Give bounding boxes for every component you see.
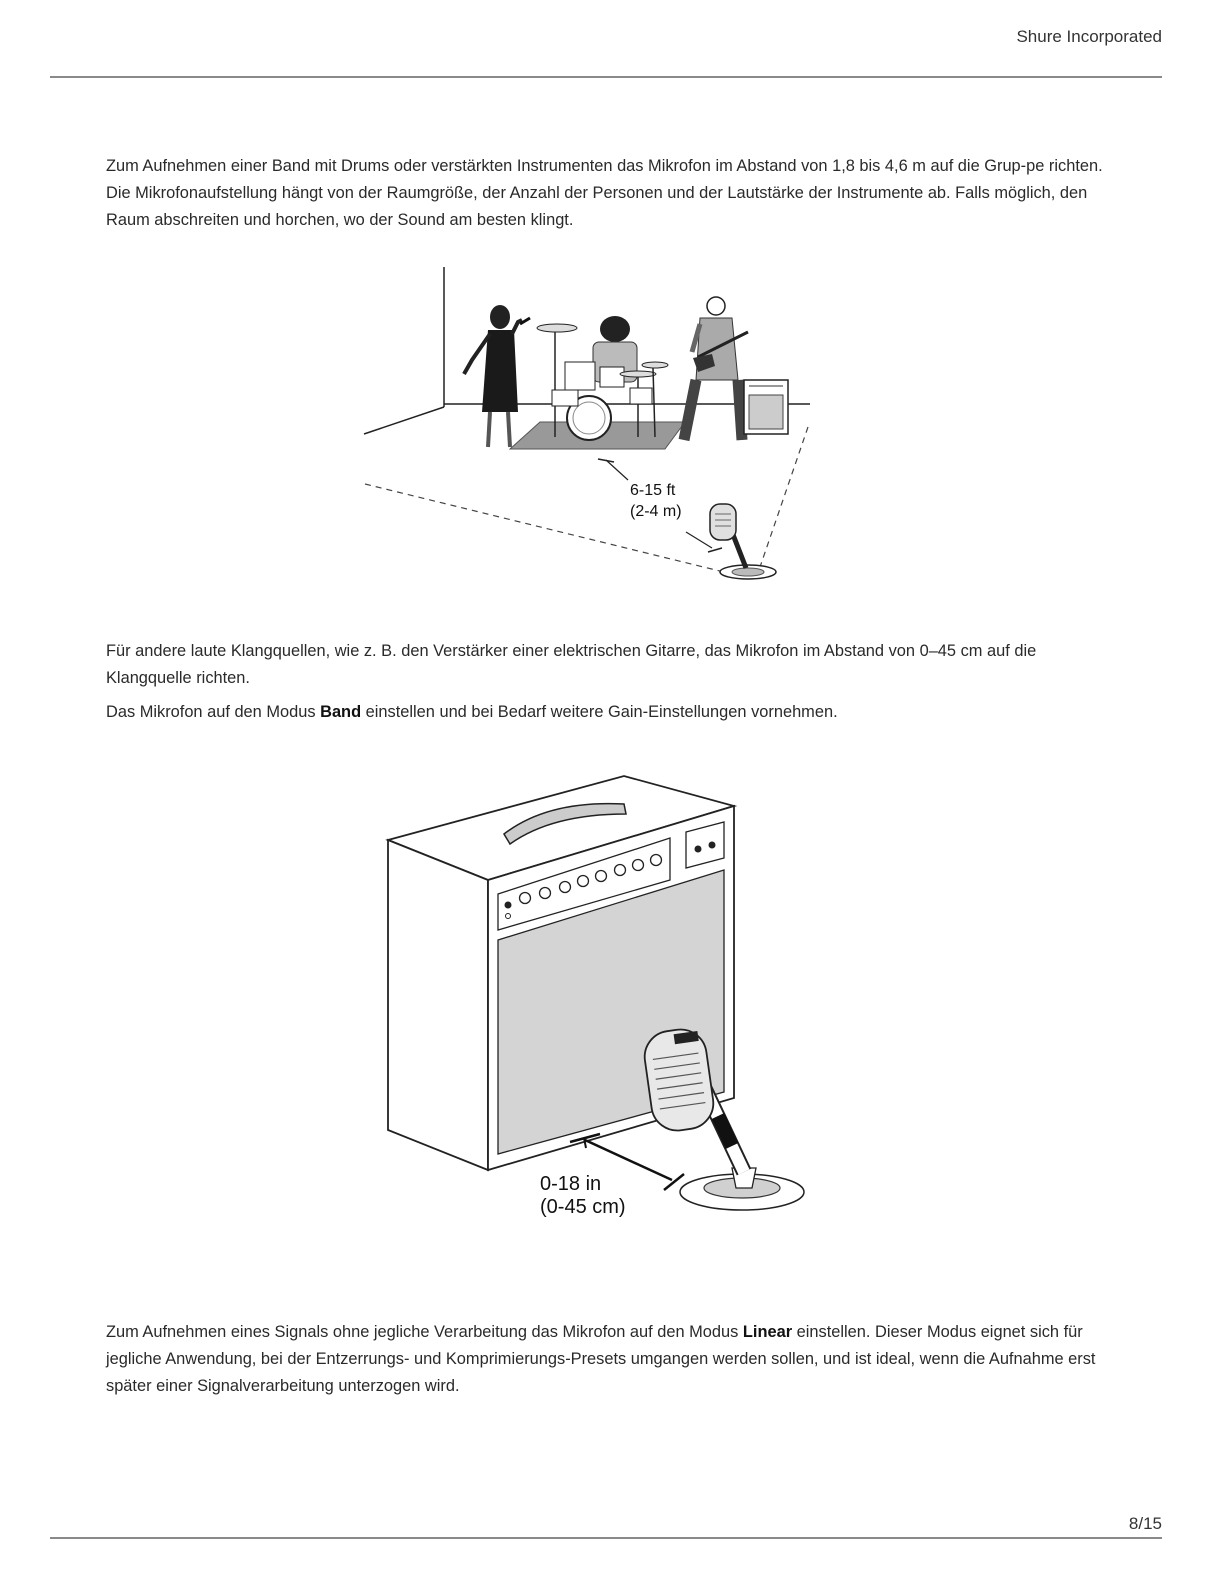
amp-distance-cm: (0-45 cm): [540, 1196, 626, 1218]
band-distance-m: (2-4 m): [630, 503, 682, 520]
microphone-small: [710, 504, 776, 579]
guitarist-figure: [684, 297, 748, 440]
paragraph-loud-sources: Für andere laute Klangquellen, wie z. B. den Verstärker einer elektrischen Gitarre, das Mikrofon im Abstand von 0–45 cm auf die Klangquelle richten.: [106, 642, 1037, 687]
singer-figure: [464, 305, 530, 447]
band-illustration: [360, 262, 820, 592]
page-number: 8/15: [1128, 1514, 1162, 1533]
band-mode-suffix: einstellen und bei Bedarf weitere Gain-Einstellungen vornehmen.: [361, 703, 838, 721]
drum-kit: [537, 316, 668, 440]
amp-illustration: [380, 770, 820, 1230]
paragraph-linear-mode: [106, 1319, 1111, 1400]
paragraph-band-mode: [106, 699, 1111, 726]
linear-mode-suffix: einstellen. Dieser Modus eignet sich für jegliche Anwendung, bei der Entzerrungs- und Komprimierungs-Presets umgangen werden sollen, und ist ideal, wenn die Aufnahme erst später einer Signalverarbeitung unterzogen wird.: [106, 1323, 1096, 1395]
header-company: Shure Incorporated: [1016, 27, 1162, 46]
band-mode-label: Band: [320, 703, 362, 721]
band-mode-prefix: Das Mikrofon auf den Modus: [106, 703, 321, 721]
amp-small: [744, 380, 788, 434]
band-distance-ft: 6-15 ft: [630, 482, 676, 499]
amp-distance-in: 0-18 in: [540, 1173, 602, 1195]
header-divider: [50, 76, 1162, 78]
footer-divider: [50, 1537, 1162, 1539]
paragraph-band: Zum Aufnehmen einer Band mit Drums oder verstärkten Instrumenten das Mikrofon im Abstand von 1,8 bis 4,6 m auf die Grup-pe richten. Die Mikrofonaufstellung hängt von der Raumgröße, der Anzahl der Personen und der Lautstärke der Instrumente ab. Falls möglich, den Raum abschreiten und horchen, wo der Sound am besten klingt.: [106, 157, 1103, 229]
linear-mode-prefix: Zum Aufnehmen eines Signals ohne jegliche Verarbeitung das Mikrofon auf den Modus: [106, 1323, 743, 1341]
linear-mode-label: Linear: [742, 1323, 793, 1341]
